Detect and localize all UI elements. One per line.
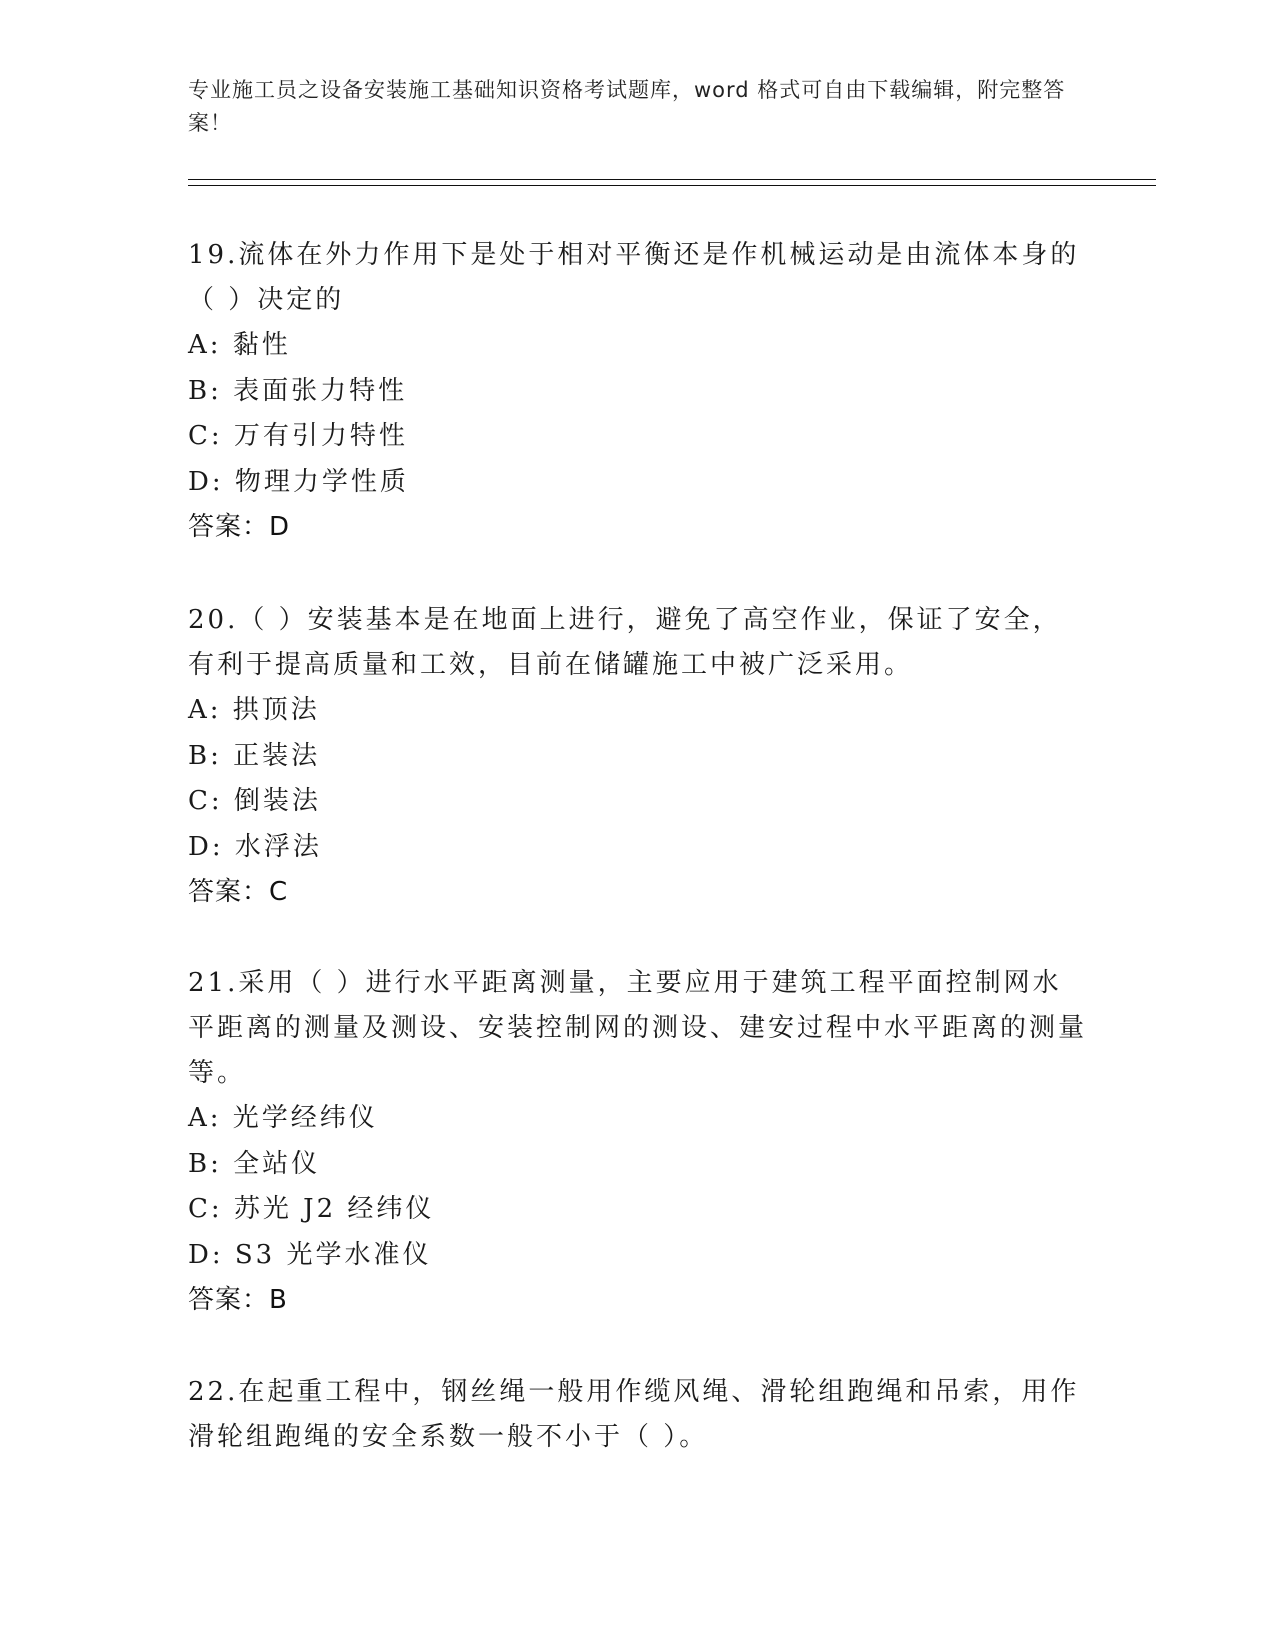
option-d: D: 水浮法	[188, 831, 322, 862]
question-text	[188, 233, 1088, 323]
option-d: D: S3 光学水准仪	[188, 1239, 432, 1270]
question-body: （ ）安装基本是在地面上进行，避免了高空作业，保证了安全，有利于提高质量和工效，目前在储罐施工中被广泛采用。	[188, 605, 1062, 680]
answer-label: 答案：D	[188, 512, 291, 542]
option-b: B: 正装法	[188, 740, 321, 771]
option-a: A: 光学经纬仪	[188, 1103, 378, 1133]
option-c: C: 苏光 J2 经纬仪	[188, 1194, 435, 1224]
question-text	[188, 961, 1088, 1096]
option-a: A: 拱顶法	[188, 695, 320, 725]
question-number: 19.	[188, 240, 239, 270]
document-header	[188, 74, 1088, 140]
question-body: 在起重工程中，钢丝绳一般用作缆风绳、滑轮组跑绳和吊索，用作滑轮组跑绳的安全系数一般不小于（ ）。	[188, 1377, 1080, 1452]
question-number: 22.	[188, 1377, 239, 1407]
option-b: B: 表面张力特性	[188, 375, 408, 406]
option-a: A: 黏性	[188, 330, 291, 360]
option-c: C: 倒装法	[188, 786, 321, 816]
question-text	[188, 598, 1088, 688]
question-body: 流体在外力作用下是处于相对平衡还是作机械运动是由流体本身的（ ）决定的	[188, 240, 1080, 315]
question-21	[188, 961, 1088, 1323]
header-divider	[188, 179, 1156, 186]
answer-label: 答案：C	[188, 877, 289, 907]
question-22	[188, 1370, 1088, 1460]
question-20	[188, 598, 1088, 915]
header-text: 专业施工员之设备安装施工基础知识资格考试题库，word 格式可自由下载编辑，附完整答案！	[188, 78, 1066, 135]
question-body: 采用（ ）进行水平距离测量，主要应用于建筑工程平面控制网水平距离的测量及测设、安装控制网的测设、建安过程中水平距离的测量等。	[188, 968, 1088, 1088]
question-number: 20.	[188, 605, 239, 635]
option-d: D: 物理力学性质	[188, 466, 409, 497]
option-c: C: 万有引力特性	[188, 421, 408, 451]
answer-label: 答案：B	[188, 1285, 288, 1315]
option-b: B: 全站仪	[188, 1148, 321, 1179]
question-text	[188, 1370, 1088, 1460]
question-19	[188, 233, 1088, 550]
question-number: 21.	[188, 968, 239, 998]
